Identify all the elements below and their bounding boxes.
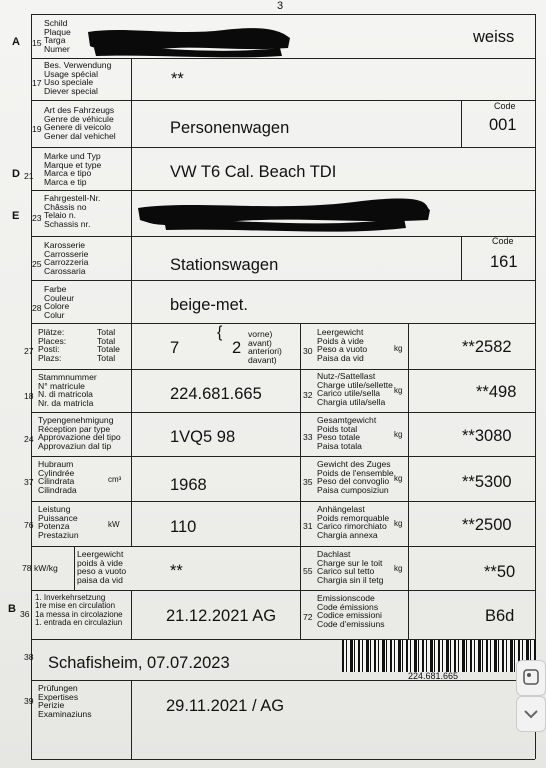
column-divider [131,323,132,546]
column-divider [300,323,301,639]
color-label: Farbe Couleur Colore Colur [44,284,75,320]
barcode [342,640,536,672]
payload-unit: kg [394,386,403,395]
row-divider [31,590,535,591]
empty-weight-label: Leergewicht Poids à vide Peso a vuoto Paisa da vid [317,327,368,363]
field-number: 15 [32,38,42,48]
total-weight-unit: kg [394,430,403,439]
row-divider [31,412,535,413]
type-approval-value: 1VQ5 98 [170,428,236,446]
displacement-unit: cm³ [108,475,122,484]
side-letter-e: E [12,210,20,222]
field-number: 32 [303,390,313,400]
power-value: 110 [170,518,197,536]
row-divider [31,456,535,457]
field-number: 17 [32,78,42,88]
image-search-icon [517,661,545,695]
roof-load-value: **50 [484,563,516,581]
chassis-redaction [134,196,434,238]
inspections-label: Prüfungen Expertises Perizie Examinaziuns [38,683,92,719]
row-divider [31,190,535,191]
train-weight-unit: kg [394,474,403,483]
seats-value: 7 [170,339,180,357]
inspections-value: 29.11.2021 / AG [166,697,285,715]
total-weight-value: **3080 [462,427,512,445]
plate-value: weiss [473,28,515,46]
field-number: 36 [20,609,30,619]
towing-unit: kg [394,519,403,528]
row-divider [31,546,535,547]
page-number: 3 [277,0,284,12]
body-value: Stationswagen [170,256,279,274]
field-number: 38 [24,652,34,662]
field-number: 31 [303,521,313,531]
payload-value: **498 [476,383,517,401]
field-number: 23 [32,213,42,223]
seats-front-label: vorne) avant) anteriori) davant) [248,329,282,365]
emission-code-value: B6d [485,607,515,625]
side-letter-b: B [8,603,16,615]
field-number: 27 [24,346,34,356]
seats-label: Plätze: Places: Posti: Plazs: [38,327,67,363]
chevron-down-icon [517,697,545,731]
payload-label: Nutz-/Sattellast Charge utile/sellette Carico utile/sella Chargia utila/sella [317,371,393,407]
field-number: 37 [24,477,34,487]
master-number-value: 224.681.665 [170,385,262,403]
code-label: Code [494,101,516,111]
master-number-label: Stammnummer N° matricule N. di matricola Nr. da matricla [38,372,97,408]
power-unit: kW [108,520,120,529]
column-divider [408,323,409,639]
viewer-collapse-button[interactable] [516,696,546,732]
vehicle-kind-code: 001 [489,116,517,134]
roof-load-label: Dachlast Charge sur le toit Carico sul tetto Chargia sin il tetg [317,549,384,585]
towing-value: **2500 [462,516,512,534]
body-label: Karosserie Carrosserie Carrozzeria Carossaria [44,240,89,276]
color-value: beige-met. [170,296,248,314]
code-label: Code [492,236,514,246]
seats-total-label: Total Total Totale Total [97,327,120,363]
roof-load-unit: kg [394,564,403,573]
column-divider [131,58,132,323]
field-number: 35 [303,477,313,487]
special-use-value: ** [171,70,184,88]
field-number: 21 [24,171,34,181]
body-code: 161 [490,253,518,271]
row-divider [31,280,535,281]
field-number: 28 [32,303,42,313]
seats-front-value: 2 [232,339,242,357]
displacement-label: Hubraum Cylindrée Cilindrata Cilindrada [38,459,77,495]
type-approval-label: Typengenehmigung Réception par type Approvazione del tipo Approvaziun dal tip [38,415,121,451]
barcode-number: 224.681.665 [408,671,459,681]
field-number: 78 kW/kg [22,563,58,573]
row-divider [31,147,535,148]
power-label: Leistung Puissance Potenza Prestaziun [38,504,79,540]
column-divider [461,100,462,147]
plate-redaction [84,22,294,60]
column-divider [461,236,462,280]
vehicle-kind-value: Personenwagen [170,119,290,137]
power-weight-value: ** [170,562,183,580]
field-number: 55 [303,566,313,576]
field-number: 33 [303,432,313,442]
field-number: 30 [303,346,313,356]
column-divider [131,680,132,759]
row-divider [31,100,535,101]
empty-weight-value: **2582 [462,338,512,356]
field-number: 76 [24,520,34,530]
field-number: 39 [24,696,34,706]
power-weight-label: Leergewicht poids à vide peso a vuoto paisa da vid [77,549,127,585]
frame-top [31,14,535,15]
train-weight-value: **5300 [462,473,512,491]
field-number: 72 [303,612,313,622]
make-type-label: Marke und Typ Marque et type Marca e tipo Marca e tip [44,151,102,187]
train-weight-label: Gewicht des Zuges Poids de l'ensemble Peso del convoglio Paisa cumposiziun [317,459,394,495]
field-number: 24 [24,434,34,444]
row-divider [31,501,535,502]
column-divider [131,590,132,639]
brace-left: { [217,324,223,341]
row-divider [31,323,535,324]
column-divider [74,546,75,590]
make-type-value: VW T6 Cal. Beach TDI [170,163,337,181]
first-registration-label: 1. Inverkehrsetzung 1re mise en circulation 1a messa in circolazione 1. entrada en circulaziun [35,593,123,627]
field-number: 25 [32,259,42,269]
emission-code-label: Emissionscode Code émissions Codice emissioni Code d'emissiuns [317,593,385,629]
plate-label: Schild Plaque Targa Numer [44,18,71,54]
viewer-image-button[interactable] [516,660,546,696]
towing-label: Anhängelast Poids remorquable Carico rimorchiato Chargia annexa [317,504,390,540]
row-divider [31,369,535,370]
special-use-label: Bes. Verwendung Usage spécial Uso speciale Diever special [44,60,112,96]
field-number: 18 [24,391,34,401]
field-number: 19 [32,124,42,134]
row-divider [31,680,535,681]
displacement-value: 1968 [170,476,207,494]
side-letter-a: A [12,36,20,48]
chassis-label: Fahrgestell-Nr. Châssis no Telaio n. Schassis nr. [44,193,101,229]
frame-bottom [31,759,535,760]
issue-place-date-value: Schafisheim, 07.07.2023 [48,654,230,672]
side-letter-d: D [12,168,20,180]
first-registration-value: 21.12.2021 AG [166,607,277,625]
empty-weight-unit: kg [394,344,403,353]
total-weight-label: Gesamtgewicht Poids total Peso totale Paisa totala [317,415,377,451]
vehicle-kind-label: Art des Fahrzeugs Genre de véhicule Genere di veicolo Gener dal vehichel [44,105,116,141]
